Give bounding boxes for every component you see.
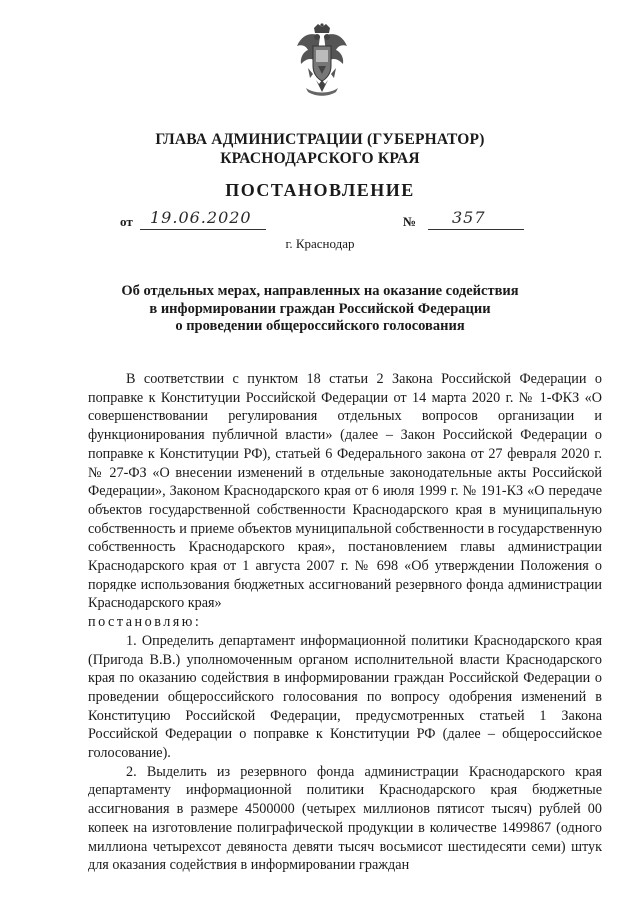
title-line1: Об отдельных мерах, направленных на оказание содействия	[121, 283, 519, 299]
item-1-paragraph: 1. Определить департамент информационной политики Краснодарского края (Пригода В.В.) уполномоченным органом исполнительной власти Краснодарского края по оказанию содействия в информировании граждан Российской Федерации о проведении общероссийского голосования по вопросу одобрения изменений в Конституцию Российской Федерации, предусмотренных статьей 1 Закона Российской Федерации о поправке к Конституции РФ (далее – общероссийское голосование).	[88, 632, 602, 762]
date-underline	[140, 229, 266, 230]
document-body	[88, 370, 602, 875]
city-line: г. Краснодар	[285, 236, 355, 251]
document-type-heading: ПОСТАНОВЛЕНИЕ	[225, 180, 415, 200]
preamble-paragraph: В соответствии с пунктом 18 статьи 2 Закона Российской Федерации о поправке к Конституции Российской Федерации от 14 марта 2020 г. № 1-ФКЗ «О совершенствовании регулирования отдельных вопросов организации и функционирования публичной власти» (далее – Закон Российской Федерации о поправке к Конституции РФ), статьей 6 Федерального закона от 27 февраля 2020 г. № 27-ФЗ «О внесении изменений в отдельные законодательные акты Российской Федерации», Законом Краснодарского края от 6 июля 1999 г. № 191-КЗ «О передаче объектов государственной собственности Краснодарского края в муниципальную собственность и приеме объектов муниципальной собственности в государственную собственность Краснодарского края», постановлением главы администрации Краснодарского края от 1 августа 2007 г. № 698 «Об утверждении Положения о порядке использования бюджетных ассигнований резервного фонда администрации Краснодарского края»	[88, 371, 602, 612]
krasnodar-coat-of-arms-emblem	[294, 22, 350, 98]
document-title	[120, 283, 520, 336]
date-number-row	[0, 208, 640, 234]
date-value-handwritten: 19.06.2020	[150, 208, 252, 227]
number-underline	[428, 229, 524, 230]
date-label: от	[120, 214, 133, 229]
authority-title-line1: ГЛАВА АДМИНИСТРАЦИИ (ГУБЕРНАТОР)	[155, 131, 485, 148]
number-value-handwritten: 357	[452, 208, 486, 227]
resolve-word: постановляю:	[88, 614, 202, 631]
title-line2: в информировании граждан Российской Федерации	[149, 300, 491, 317]
authority-title-line2: КРАСНОДАРСКОГО КРАЯ	[220, 150, 420, 167]
number-label: №	[403, 214, 417, 229]
title-line3: о проведении общероссийского голосования	[175, 318, 465, 334]
item-2-paragraph: 2. Выделить из резервного фонда администрации Краснодарского края департаменту информационной политики Краснодарского края бюджетные ассигнования в размере 4500000 (четырех миллионов пятисот тысяч) рублей 00 копеек на изготовление полиграфической продукции в количестве 1499867 (одного миллиона четырехсот девяноста девяти тысяч восьмисот шестидесяти семи) штук для оказания содействия в информировании граждан	[88, 763, 602, 874]
